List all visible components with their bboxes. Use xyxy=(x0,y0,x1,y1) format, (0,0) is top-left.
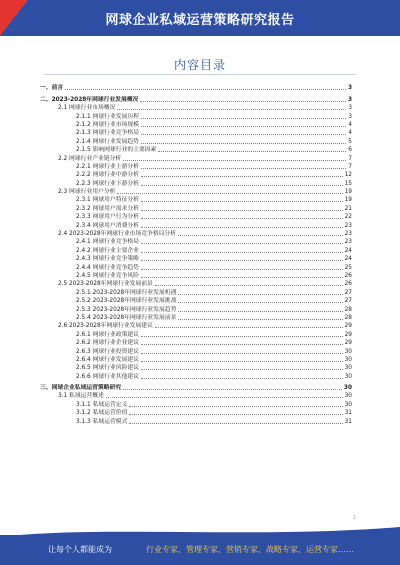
toc-leader-dots xyxy=(141,360,343,362)
footer-slogan-left: 让每个人都能成为 xyxy=(48,545,112,554)
toc-entry-label: 3.1 私域运营概述 xyxy=(58,393,104,400)
toc-entry-page: 6 xyxy=(348,147,352,154)
toc-entry-label: 2.4.4 网球行业竞争趋势 xyxy=(76,264,139,271)
toc-leader-dots xyxy=(141,175,343,177)
toc-entry-label: 2.4.5 网球行业竞争风险 xyxy=(76,272,139,279)
toc-leader-dots xyxy=(178,234,343,236)
toc-entry-page: 25 xyxy=(344,264,352,271)
toc-entry-label: 2.2 网球行业产业链分析 xyxy=(58,155,122,162)
toc-entry[interactable] xyxy=(40,171,352,179)
toc-entry[interactable] xyxy=(40,95,352,103)
toc-entry-label: 3.1.2 私域运营价值 xyxy=(76,410,128,417)
toc-entry-label: 2.1.5 影响网球行业的主要因素 xyxy=(76,147,157,154)
toc-entry-label: 2.1.3 网球行业竞争格局 xyxy=(76,130,139,137)
toc-entry-page: 30 xyxy=(344,401,352,408)
toc-entry[interactable] xyxy=(40,339,352,347)
toc-leader-dots xyxy=(141,209,343,211)
toc-entry-page: 27 xyxy=(344,289,352,296)
toc-entry-label: 2.2.3 网球行业下游分析 xyxy=(76,180,139,187)
toc-entry-page: 29 xyxy=(344,323,352,330)
toc-entry-page: 30 xyxy=(344,373,352,380)
footer-slogan-right: 行业专家、管理专家、营销专家、战略专家、运营专家…… xyxy=(146,545,354,554)
toc-entry-label: 3.1.1 私域运营定义 xyxy=(76,401,128,408)
toc-leader-dots xyxy=(158,150,346,152)
toc-entry-label: 2.6.5 网球行业风险建议 xyxy=(76,365,139,372)
toc-entry-page: 30 xyxy=(344,356,352,363)
toc-entry-label: 2.6 2023-2028年网球行业发展建议 xyxy=(58,323,153,330)
toc-entry-label: 2.4.2 网球行业主要企业 xyxy=(76,247,139,254)
toc-leader-dots xyxy=(141,259,343,261)
toc-entry-label: 2.5.3 2023-2028年网球行业发展趋势 xyxy=(76,306,177,313)
toc-entry-page: 3 xyxy=(348,105,352,112)
toc-leader-dots xyxy=(141,251,343,253)
toc-leader-dots xyxy=(129,413,342,415)
toc-entry-page: 23 xyxy=(344,222,352,229)
toc-entry-page: 5 xyxy=(348,138,352,145)
toc-entry[interactable] xyxy=(40,417,352,425)
toc-entry-page: 21 xyxy=(344,205,352,212)
toc-entry[interactable] xyxy=(40,129,352,137)
toc-entry[interactable] xyxy=(40,409,352,417)
toc-entry-label: 2.3.3 网球用户行为分析 xyxy=(76,214,139,221)
toc-leader-dots xyxy=(123,388,342,390)
toc-entry-page: 27 xyxy=(344,298,352,305)
toc-entry[interactable] xyxy=(40,154,352,162)
toc-leader-dots xyxy=(141,335,343,337)
toc-entry-page: 23 xyxy=(344,239,352,246)
page-footer xyxy=(0,535,400,565)
toc-entry-label: 2.4.3 网球行业竞争策略 xyxy=(76,256,139,263)
toc-entry[interactable] xyxy=(40,188,352,196)
report-header xyxy=(0,0,400,36)
toc-entry-label: 2.3 网球行业用户分析 xyxy=(58,189,116,196)
toc-leader-dots xyxy=(141,184,343,186)
toc-entry[interactable] xyxy=(40,263,352,271)
toc-leader-dots xyxy=(117,192,342,194)
toc-entry-label: 2.1.1 网球行业发展历程 xyxy=(76,113,139,120)
table-of-contents xyxy=(40,84,352,426)
toc-leader-dots xyxy=(141,377,343,379)
toc-leader-dots xyxy=(141,352,343,354)
toc-entry-page: 7 xyxy=(348,163,352,170)
toc-entry-page: 26 xyxy=(344,281,352,288)
toc-entry[interactable] xyxy=(40,384,352,392)
toc-leader-dots xyxy=(141,268,343,270)
toc-entry-label: 2.3.4 网球用户消费分析 xyxy=(76,222,139,229)
toc-entry-page: 22 xyxy=(344,214,352,221)
toc-entry-label: 2.6.1 网球行业政策建议 xyxy=(76,331,139,338)
toc-entry[interactable] xyxy=(40,221,352,229)
toc-entry[interactable] xyxy=(40,297,352,305)
toc-leader-dots xyxy=(155,284,343,286)
toc-leader-dots xyxy=(178,293,342,295)
toc-entry-page: 30 xyxy=(343,385,352,392)
toc-leader-dots xyxy=(178,310,342,312)
toc-entry-label: 2.2.2 网球行业中游分析 xyxy=(76,172,139,179)
toc-leader-dots xyxy=(141,343,343,345)
toc-leader-dots xyxy=(129,422,342,424)
toc-entry[interactable] xyxy=(40,288,352,296)
toc-entry-page: 29 xyxy=(344,340,352,347)
toc-entry[interactable] xyxy=(40,230,352,238)
toc-entry[interactable] xyxy=(40,213,352,221)
toc-entry[interactable] xyxy=(40,347,352,355)
toc-entry[interactable] xyxy=(40,322,352,330)
toc-entry-label: 2.5.1 2023-2028年网球行业发展机遇 xyxy=(76,289,177,296)
toc-entry-label: 2.1.4 网球行业发展趋势 xyxy=(76,138,139,145)
toc-leader-dots xyxy=(141,117,346,119)
toc-entry-page: 24 xyxy=(344,247,352,254)
toc-divider xyxy=(44,74,356,75)
toc-leader-dots xyxy=(178,318,342,320)
toc-entry-page: 7 xyxy=(348,155,352,162)
toc-entry-page: 31 xyxy=(344,418,352,425)
toc-entry[interactable] xyxy=(40,330,352,338)
report-title: 网球企业私域运营策略研究报告 xyxy=(105,13,295,28)
toc-entry-page: 28 xyxy=(344,314,352,321)
toc-leader-dots xyxy=(141,133,346,135)
toc-entry[interactable] xyxy=(40,196,352,204)
toc-leader-dots xyxy=(178,301,342,303)
toc-entry-label: 2.4 2023-2028年网球行业市场竞争格局分析 xyxy=(58,231,177,238)
toc-entry[interactable] xyxy=(40,137,352,145)
toc-entry-label: 2.6.6 网球行业其他建议 xyxy=(76,373,139,380)
toc-entry-page: 3 xyxy=(348,113,352,120)
toc-entry-label: 二、2023-2028年网球行业发展概况 xyxy=(40,96,139,103)
toc-entry[interactable] xyxy=(40,246,352,254)
toc-entry-label: 3.1.3 私域运营模式 xyxy=(76,418,128,425)
toc-leader-dots xyxy=(141,368,343,370)
toc-leader-dots xyxy=(141,142,346,144)
toc-entry-page: 19 xyxy=(344,197,352,204)
toc-entry-label: 2.2.1 网球行业上游分析 xyxy=(76,163,139,170)
toc-entry[interactable] xyxy=(40,356,352,364)
toc-entry[interactable] xyxy=(40,272,352,280)
toc-leader-dots xyxy=(141,276,343,278)
toc-leader-dots xyxy=(140,100,346,102)
toc-leader-dots xyxy=(117,108,346,110)
toc-leader-dots xyxy=(129,405,342,407)
toc-entry[interactable] xyxy=(40,204,352,212)
toc-entry-page: 4 xyxy=(348,130,352,137)
toc-entry[interactable] xyxy=(40,314,352,322)
toc-entry-label: 2.5 2023-2028年网球行业发展前景 xyxy=(58,281,153,288)
toc-entry-page: 30 xyxy=(344,393,352,400)
toc-entry-label: 2.4.1 网球行业竞争格局 xyxy=(76,239,139,246)
toc-title: 内容目录 xyxy=(173,58,226,72)
toc-entry-page: 29 xyxy=(344,331,352,338)
toc-entry-label: 一、前言 xyxy=(40,85,64,92)
toc-entry[interactable] xyxy=(40,121,352,129)
toc-leader-dots xyxy=(106,396,343,398)
toc-leader-dots xyxy=(141,242,343,244)
toc-entry-label: 2.3.1 网球用户特征分析 xyxy=(76,197,139,204)
toc-entry[interactable] xyxy=(40,179,352,187)
toc-entry-page: 12 xyxy=(344,172,352,179)
toc-entry[interactable] xyxy=(40,146,352,154)
toc-entry-page: 28 xyxy=(344,306,352,313)
toc-entry-label: 三、网球企业私域运营策略研究 xyxy=(40,385,122,392)
toc-entry-page: 15 xyxy=(344,180,352,187)
toc-leader-dots xyxy=(155,326,343,328)
toc-entry-label: 2.6.2 网球行业企业建议 xyxy=(76,340,139,347)
toc-entry[interactable] xyxy=(40,163,352,171)
toc-leader-dots xyxy=(123,159,346,161)
toc-entry[interactable] xyxy=(40,305,352,313)
toc-entry-label: 2.1.2 网球行业市场规模 xyxy=(76,121,139,128)
toc-entry-page: 3 xyxy=(347,96,352,103)
toc-entry-page: 3 xyxy=(347,85,352,92)
page-number: 1 xyxy=(352,515,356,521)
toc-entry-label: 2.3.2 网球用户需求分析 xyxy=(76,205,139,212)
toc-leader-dots xyxy=(141,217,343,219)
toc-entry-page: 30 xyxy=(344,348,352,355)
toc-entry-label: 2.1 网球行业市场概况 xyxy=(58,105,116,112)
toc-leader-dots xyxy=(141,226,343,228)
toc-entry-page: 4 xyxy=(348,121,352,128)
toc-leader-dots xyxy=(65,88,346,90)
toc-entry-page: 19 xyxy=(344,189,352,196)
toc-leader-dots xyxy=(141,125,346,127)
toc-entry[interactable] xyxy=(40,392,352,400)
toc-entry[interactable] xyxy=(40,112,352,120)
toc-entry[interactable] xyxy=(40,280,352,288)
toc-entry[interactable] xyxy=(40,400,352,408)
toc-entry[interactable] xyxy=(40,104,352,112)
toc-entry[interactable] xyxy=(40,372,352,380)
toc-entry[interactable] xyxy=(40,84,352,92)
toc-entry-label: 2.6.4 网球行业发展建议 xyxy=(76,356,139,363)
toc-entry[interactable] xyxy=(40,255,352,263)
toc-entry-page: 30 xyxy=(344,365,352,372)
toc-entry[interactable] xyxy=(40,364,352,372)
toc-entry-page: 31 xyxy=(344,410,352,417)
footer-wave xyxy=(0,525,400,537)
toc-leader-dots xyxy=(141,167,346,169)
toc-entry-page: 23 xyxy=(344,231,352,238)
toc-entry-label: 2.5.2 2023-2028年网球行业发展挑战 xyxy=(76,298,177,305)
toc-leader-dots xyxy=(141,200,343,202)
toc-entry-page: 26 xyxy=(344,272,352,279)
toc-entry-page: 24 xyxy=(344,256,352,263)
toc-entry-label: 2.6.3 网球行业投资建议 xyxy=(76,348,139,355)
toc-entry-label: 2.5.4 2023-2028年网球行业发展前景 xyxy=(76,314,177,321)
toc-entry[interactable] xyxy=(40,238,352,246)
